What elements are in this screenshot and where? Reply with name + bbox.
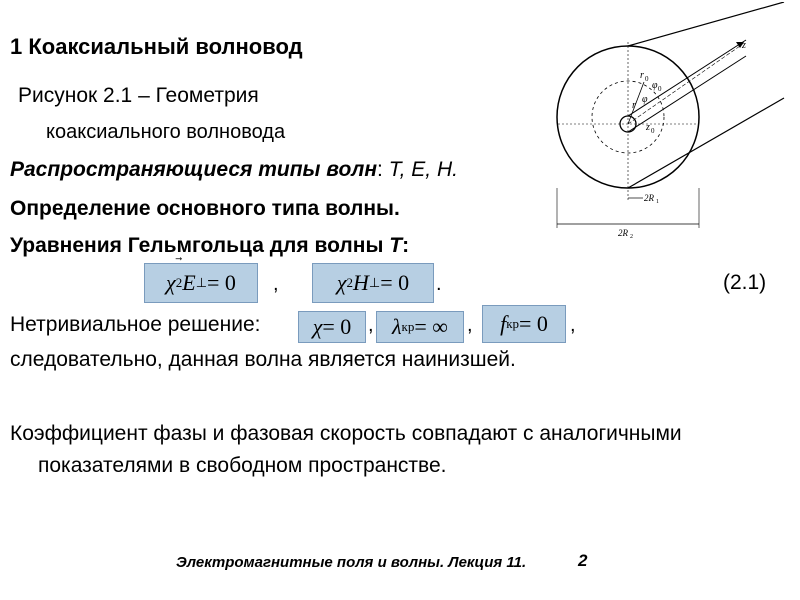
sol-separator-1: , xyxy=(368,314,374,336)
eq2-rhs: = 0 xyxy=(380,270,410,295)
wave-types-colon: : xyxy=(377,158,383,181)
label-z0: z xyxy=(646,122,650,133)
equation-number: (2.1) xyxy=(723,271,767,294)
phase-coef-line2: показателями в свободном пространстве. xyxy=(38,454,447,477)
figure-caption-line1: Рисунок 2.1 – Геометрия xyxy=(18,84,259,107)
sol2-rhs: = ∞ xyxy=(414,314,448,339)
solution-fkr xyxy=(482,305,566,343)
eq2-vector: H xyxy=(353,270,369,295)
lowest-wave-line: следовательно, данная волна является наинизшей. xyxy=(10,348,516,371)
helmholtz-T: T xyxy=(389,234,403,257)
eq1-rhs: = 0 xyxy=(207,270,236,295)
slide-title: 1 Коаксиальный волновод xyxy=(10,34,303,59)
sol2-sub: кр xyxy=(401,319,415,334)
sol3-rhs: = 0 xyxy=(519,311,548,336)
label-z0-sub: 0 xyxy=(651,127,655,135)
label-2r2-sub: 2 xyxy=(630,234,633,240)
helmholtz-line xyxy=(10,234,409,258)
eq2-sup: 2 xyxy=(346,275,354,290)
phase-coef-line1: Коэффициент фазы и фазовая скорость совпадают с аналогичными xyxy=(10,422,682,445)
sol-separator-2: , xyxy=(467,314,473,336)
sol1-rhs: = 0 xyxy=(322,314,352,339)
sol1-lhs: χ xyxy=(312,314,323,339)
equation-h-field xyxy=(312,263,434,303)
label-2r2: 2R xyxy=(618,228,628,238)
eq-separator-dot: . xyxy=(436,273,442,295)
eq2-chi: χ xyxy=(336,270,347,295)
eq1-chi: χ xyxy=(166,270,176,295)
eq-separator-comma: , xyxy=(273,273,279,295)
sol2-lhs: λ xyxy=(392,314,402,339)
helmholtz-prefix: Уравнения Гельмгольца для волны xyxy=(10,234,390,257)
footer-lecture xyxy=(176,554,526,571)
sol3-sub: кр xyxy=(506,316,520,331)
eq1-vector: E xyxy=(182,270,196,295)
label-r0-sub: 0 xyxy=(645,75,649,83)
label-phi0: φ xyxy=(652,80,658,91)
sol3-lhs: f xyxy=(500,311,507,336)
footer-text: Электромагнитные поля и волны. Лекция 11. xyxy=(176,554,527,571)
wave-types-line xyxy=(10,158,458,182)
eq1-sup: 2 xyxy=(175,275,183,290)
label-r0: r xyxy=(640,70,644,81)
solution-chi xyxy=(298,311,366,343)
label-2r1-sub: 1 xyxy=(656,199,659,205)
label-2r1: 2R xyxy=(644,193,654,203)
equation-e-field xyxy=(144,263,258,303)
figure-caption-line2: коаксиального волновода xyxy=(46,121,286,143)
basic-type-line: Определение основного типа волны. xyxy=(10,197,400,220)
eq1-perp: ⊥ xyxy=(195,275,208,290)
solution-lambda xyxy=(376,311,464,343)
eq2-perp: ⊥ xyxy=(368,275,381,290)
helmholtz-colon: : xyxy=(402,234,410,257)
slide-number: 2 xyxy=(578,551,588,570)
wave-types-label: Распространяющиеся типы волн xyxy=(10,158,378,181)
wave-types-value: T, E, H. xyxy=(382,158,458,181)
label-phi: φ xyxy=(642,94,648,105)
coaxial-waveguide-figure xyxy=(548,2,788,242)
label-z: z xyxy=(742,40,746,51)
nontrivial-solution-label: Нетривиальное решение: xyxy=(10,313,261,336)
sol-separator-3: , xyxy=(570,314,576,336)
label-phi0-sub: 0 xyxy=(658,85,662,93)
label-r: r xyxy=(632,100,636,111)
